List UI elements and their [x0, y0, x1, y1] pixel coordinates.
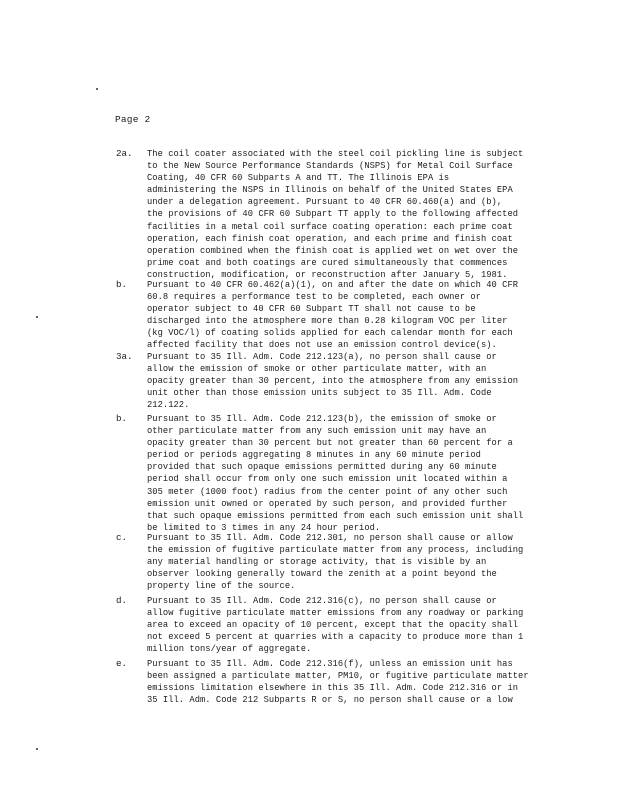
paragraph-text: Pursuant to 35 Ill. Adm. Code 212.123(b), the emission of smoke or other particulate matter from any such emission unit may have an opacity greater than 30 percent but not greater than 60 percent for a period or periods aggregating 8 minutes in any 60 minute period provided that such opaque emissions permitted during any 60 minute period shall occur from only one such emission unit located within a 305 meter (1000 foot) radius from the center point of any other such emission unit owned or operated by such person, and provided further that such opaque emissions permitted from each such emission unit shall be limited to 3 times in any 24 hour period.: [147, 414, 524, 533]
paragraph-3e: [116, 658, 586, 706]
paragraph-3c: [116, 532, 586, 592]
scan-speck: [96, 88, 98, 90]
paragraph-text: Pursuant to 35 Ill. Adm. Code 212.316(f), unless an emission unit has been assigned a particulate matter, PM10, or fugitive particulate matter emissions limitation elsewhere in this 35 Ill. Adm. Code 212.316 or in 35 Ill. Adm. Code 212 Subparts R or S, no person shall cause or a low: [147, 659, 529, 706]
paragraph-label: b.: [116, 279, 128, 290]
paragraph-3a: [116, 351, 586, 411]
paragraph-label: 2a.: [116, 148, 133, 159]
paragraph-label: c.: [116, 532, 128, 543]
paragraph-label: d.: [116, 595, 128, 606]
paragraph-text: Pursuant to 35 Ill. Adm. Code 212.301, no person shall cause or allow the emission of fugitive particulate matter from any process, including any material handling or storage activity, that is visible by an observer looking generally toward the zenith at a point beyond the property line of the source.: [147, 533, 524, 592]
scan-speck: [36, 748, 38, 750]
paragraph-label: b.: [116, 413, 128, 424]
paragraph-3d: [116, 595, 586, 655]
paragraph-2b: [116, 279, 586, 352]
paragraph-text: Pursuant to 40 CFR 60.462(a)(1), on and after the date on which 40 CFR 60.8 requires a performance test to be completed, each owner or operator subject to 40 CFR 60 Subpart TT shall not cause to be discharged into the atmosphere more than 0.28 kilogram VOC per liter (kg VOC/l) of coating solids applied for each calendar month for each affected facility that does not use an emission control device(s).: [147, 280, 519, 351]
paragraph-text: Pursuant to 35 Ill. Adm. Code 212.316(c), no person shall cause or allow fugitive particulate matter emissions from any roadway or parking area to exceed an opacity of 10 percent, except that the opacity shall not exceed 5 percent at quarries with a capacity to produce more than 1 million tons/year of aggregate.: [147, 596, 524, 655]
paragraph-label: e.: [116, 658, 128, 669]
paragraph-2a: [116, 148, 586, 281]
page-number-label: Page 2: [115, 114, 151, 125]
paragraph-text: Pursuant to 35 Ill. Adm. Code 212.123(a), no person shall cause or allow the emission of smoke or other particulate matter, with an opacity greater than 30 percent, into the atmosphere from any emission unit other than those emission units subject to 35 Ill. Adm. Code 212.122.: [147, 352, 519, 411]
paragraph-text: The coil coater associated with the steel coil pickling line is subject to the New Source Performance Standards (NSPS) for Metal Coil Surface Coating, 40 CFR 60 Subparts A and TT. The Illinois EPA is administering the NSPS in Illinois on behalf of the United States EPA under a delegation agreement. Pursuant to 40 CFR 60.460(a) and (b), the provisions of 40 CFR 60 Subpart TT apply to the following affected facilities in a metal coil surface coating operation: each prime coat operation, each finish coat operation, and each prime and finish coat operation combined when the finish coat is applied wet on wet over the prime coat and both coatings are cured simultaneously that commences construction, modification, or reconstruction after January 5, 1981.: [147, 149, 524, 280]
paragraph-label: 3a.: [116, 351, 133, 362]
paragraph-3b: [116, 413, 586, 534]
scan-speck: [36, 316, 38, 318]
